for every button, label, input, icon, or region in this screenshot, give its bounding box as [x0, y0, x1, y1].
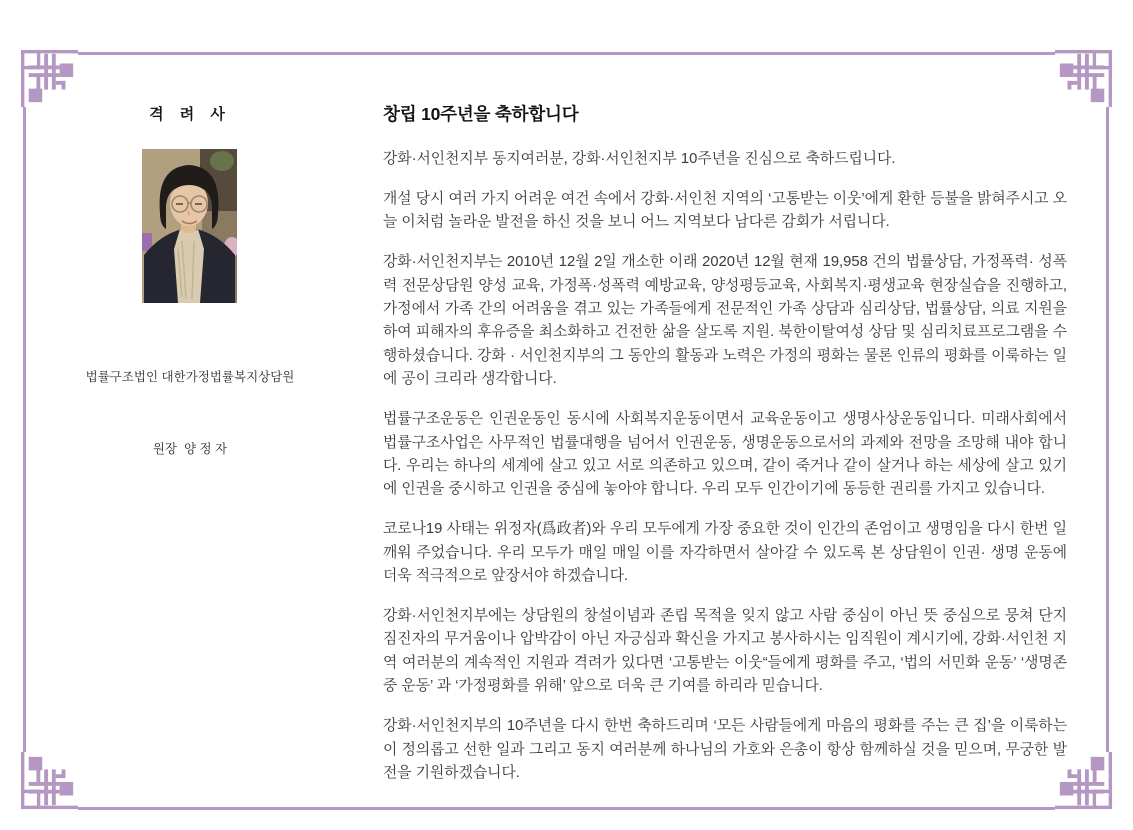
message-paragraph: 강화·서인천지부의 10주년을 다시 한번 축하드리며 ‘모든 사람들에게 마음의 평화를 주는 큰 집’을 이룩하는 이 정의롭고 선한 일과 그리고 동지 여러분께 하나님의 가호와 은총이 항상 함께하실 것을 믿으며, 무궁한 발전을 기원하겠습니다. [383, 718, 1067, 781]
corner-lattice-ornament-top-right [1055, 49, 1113, 107]
lattice-pattern-icon [20, 49, 78, 107]
message-paragraph: 법률구조운동은 인권운동인 동시에 사회복지운동이면서 교육운동이고 생명사상운동입니다. 미래사회에서 법률구조사업은 사무적인 법률대행을 넘어서 인권운동, 생명운동으로서의 과제와 전망을 조망해 내야 합니다. 우리는 하나의 세계에 살고 있고 서로 의존하고 있으며, 같이 죽거나 같이 살거나 하는 세상에 살고 있기에 인권을 중시하고 인권을 중심에 놓아야 합니다. 우리 모두 인간이기에 동등한 권리를 가지고 있습니다. [383, 411, 1067, 498]
corner-lattice-ornament-bottom-left [20, 752, 78, 810]
photo-caption-name: 원장 양 정 자 [152, 442, 228, 456]
section-title: 격 려 사 [149, 106, 231, 123]
message-paragraph: 코로나19 사태는 위정자(爲政者)와 우리 모두에게 가장 중요한 것이 인간의 존엄이고 생명임을 다시 한번 일깨워 주었습니다. 우리 모두가 매일 매일 이를 자각하면서 살아갈 수 있도록 본 상담원이 인권· 생명 운동에 더욱 적극적으로 앞장서야 하겠습니다. [383, 521, 1068, 585]
lattice-pattern-icon [1055, 49, 1113, 107]
message-paragraph: 개설 당시 여러 가지 어려운 여건 속에서 강화·서인천 지역의 ‘고통받는 이웃’에게 환한 등불을 밝혀주시고 오늘 이처럼 놀라운 발전을 하신 것을 보니 어느 지역보다 남다른 감회가 서립니다. [383, 190, 1067, 231]
message-paragraph: 강화·서인천지부에는 상담원의 창설이념과 존립 목적을 잊지 않고 사람 중심이 아닌 뜻 중심으로 뭉쳐 단지 짐진자의 무거움이나 압박감이 아닌 자긍심과 확신을 가지고 봉사하시는 임직원이 계시기에, 강화·서인천 지역 여러분의 계속적인 지원과 격려가 있다면 ‘고통받는 이웃“들에게 평화를 주고, ‘법의 서민화 운동’ ‘생명존중 운동’ 과 ‘가정평화를 위해’ 앞으로 더욱 큰 기여를 하리라 믿습니다. [383, 608, 1067, 695]
message-body [383, 148, 1067, 785]
photo-caption-organization: 법률구조법인 대한가정법률복지상담원 [85, 370, 295, 384]
photo-caption [30, 317, 350, 509]
message-paragraph: 강화·서인천지부 동지여러분, 강화·서인천지부 10주년을 진심으로 축하드립니다. [383, 151, 896, 167]
lattice-pattern-icon [20, 752, 78, 810]
corner-lattice-ornament-top-left [20, 49, 78, 107]
message-column [383, 101, 1067, 802]
portrait-photo-illustration [142, 149, 237, 303]
message-title: 창립 10주년을 축하합니다 [383, 104, 579, 124]
portrait-photo [142, 149, 237, 303]
message-paragraph: 강화·서인천지부는 2010년 12월 2일 개소한 이래 2020년 12월 현재 19,958 건의 법률상담, 가정폭력· 성폭력 전문상담원 양성 교육, 가정폭·성폭력 예방교육, 양성평등교육, 사회복지·평생교육 현장실습을 진행하고, 가정에서 가족 간의 어려움을 겪고 있는 가족들에게 전문적인 가족 상담과 심리상담, 법률상담, 의료 지원을 하여 피해자의 후유증을 최소화하고 건전한 삶을 살도록 지원. 북한이탈여성 상담 및 심리치료프로그램을 수행하셨습니다. 강화 · 서인천지부의 그 동안의 활동과 노력은 가정의 평화는 물론 인류의 평화를 이룩하는 일에 공이 크리라 생각합니다. [383, 254, 1067, 388]
